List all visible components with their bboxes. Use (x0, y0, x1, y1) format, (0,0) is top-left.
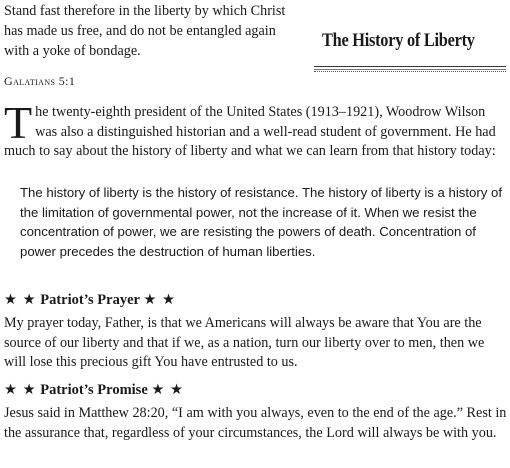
promise-text: Jesus said in Matthew 28:20, “I am with you always, even to the end of the age.” Rest in the assurance that, regardless of your circumstances, the Lord will always be with you. (4, 405, 507, 441)
prayer-heading (4, 292, 176, 309)
wilson-quote: The history of liberty is the history of resistance. The history of liberty is a history of the limitation of governmental power, not the increase of it. When we resist the concentration of power, we are resisting the powers of death. Concentration of power precedes the destruction of human liberties. (20, 185, 503, 259)
star-icon: ★ ★ (143, 292, 176, 308)
star-icon: ★ ★ (151, 382, 185, 398)
drop-cap: T (4, 97, 33, 148)
scripture-reference: Galatians 5:1 (4, 74, 76, 88)
prayer-heading-text: Patriot’s Prayer (40, 292, 140, 308)
intro-text: he twenty-eighth president of the United States (1913–1921), Woodrow Wilson was also a distinguished historian and a well-read student of government. He had much to say about the history of liberty and what we can learn from that history today: (4, 104, 496, 159)
promise-heading (4, 382, 184, 399)
page-title: The History of Liberty (322, 30, 475, 51)
intro-paragraph (4, 97, 506, 162)
star-icon: ★ ★ (4, 292, 37, 308)
title-rule-divider (314, 66, 506, 70)
scripture-verse: Stand fast therefore in the liberty by which Christ has made us free, and do not be entangled again with a yoke of bondage. (4, 3, 286, 59)
promise-heading-text: Patriot’s Promise (40, 382, 148, 398)
prayer-text: My prayer today, Father, is that we Americans will always be aware that You are the source of our liberty and that if we, as a nation, turn our liberty over to men, then we will lose this precious gift You have entrusted to us. (4, 315, 485, 371)
star-icon: ★ ★ (4, 382, 37, 398)
